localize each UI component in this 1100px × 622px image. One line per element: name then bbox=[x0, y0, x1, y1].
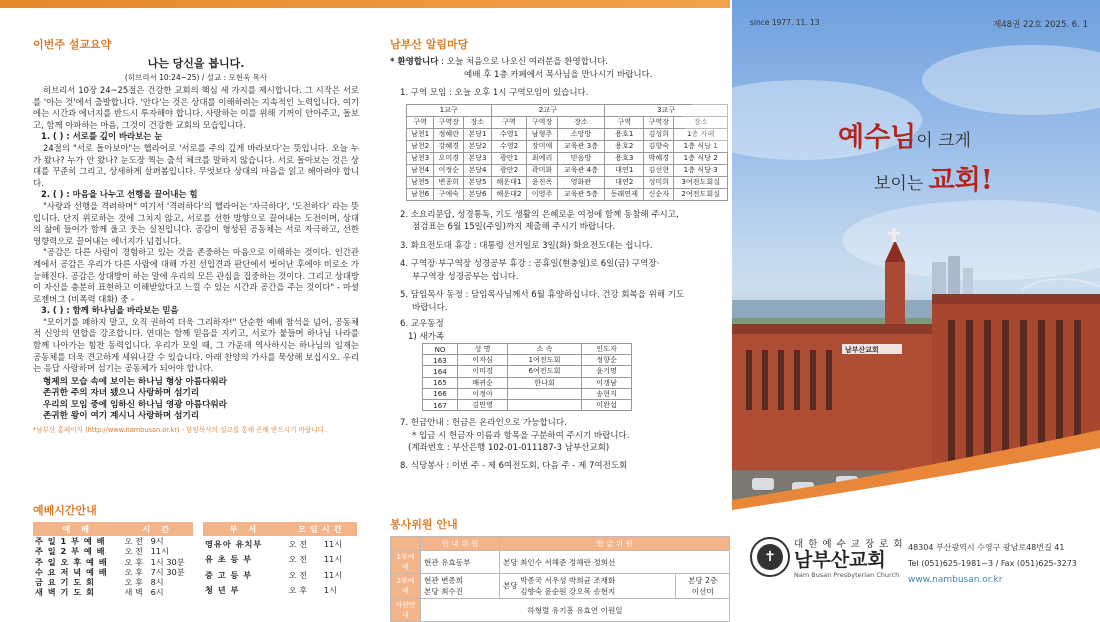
district-cell: 곽미화 bbox=[527, 164, 557, 176]
district-meeting-item: 1. 구역 모임 : 오늘 오후 1시 구역모임이 있습니다. bbox=[400, 88, 589, 98]
since-date: since 1977. 11. 13 bbox=[750, 18, 820, 27]
newcomer-cell: 정향순 bbox=[582, 355, 632, 366]
newcomer-cell: 이미경 bbox=[458, 366, 508, 377]
worship-header: 예 배 bbox=[33, 522, 122, 536]
point3-body: "모이기를 폐하지 말고, 오직 권하여 더욱 그리하자!" 단순한 예배 참석을 넘어, 공동체적 신앙의 연합을 강조합니다. 연대는 함께 믿음을 지키고, 서로가 붙들며 하나님 나라를 함께 나아가는 힘찬 동력입니다. 우리가 모일 때, 그 가운데 역사하시는 하나님의 임재는 공동체를 더욱 견고하게 세워나갈 수 있습니다. 아래 찬양의 가사를 묵상해 보십시오. 우리는 응답 사랑하며 섬기는 공동체가 되어야 합니다. bbox=[33, 316, 359, 374]
sermon-title: 나는 당신을 봅니다. bbox=[147, 57, 245, 70]
catechism-item-cont: 점검표는 6월 15일(주일)까지 제출해 주시기 바랍니다. bbox=[412, 222, 616, 232]
newcomer-cell: 배귀순 bbox=[458, 377, 508, 388]
newcomer-cell: 김민영 bbox=[458, 399, 508, 410]
welcome-text: : 오늘 처음으로 나오신 여러분을 환영합니다. bbox=[438, 57, 609, 67]
district-cell: 오미경 bbox=[434, 152, 464, 164]
newcomer-column-header: 인도자 bbox=[582, 344, 632, 355]
volunteer-section-title: 봉사위원 안내 bbox=[390, 518, 458, 531]
contact-block bbox=[908, 540, 1077, 588]
worship-row bbox=[33, 557, 193, 567]
point3-heading: 3. ( ) : 함께 하나님을 바라보는 믿음 bbox=[41, 305, 179, 316]
hymn-line: 존귀한 왕이 여기 계시니 사랑하며 섬기리 bbox=[43, 411, 200, 422]
slogan-emphasis: 예수님 bbox=[838, 122, 917, 153]
sermon-section-title: 이번주 설교요약 bbox=[33, 38, 112, 51]
worship-cell: 오 전 bbox=[124, 536, 143, 546]
group-column-header: 장소 bbox=[674, 116, 728, 128]
cover-column bbox=[732, 0, 1100, 614]
worship-cell: 11시 bbox=[150, 546, 169, 557]
district-cell: 영화관 bbox=[557, 176, 605, 188]
welcome-line: * 환영합니다 : 오늘 처음으로 나오신 여러분을 환영합니다. bbox=[390, 57, 609, 67]
point1-heading: 1. ( ) : 서로를 깊이 바라보는 눈 bbox=[41, 131, 163, 142]
pastor-news-item-cont: 바랍니다. bbox=[412, 302, 448, 313]
news-section-title: 남부산 알림마당 bbox=[390, 38, 469, 51]
cover-photo bbox=[732, 0, 1100, 520]
volunteer-cell: 현관 변종희 bbox=[424, 576, 464, 585]
slogan-text: 이 크게 bbox=[916, 131, 971, 151]
district-cell: 남천1 bbox=[407, 128, 434, 140]
department-cell: 11시 bbox=[323, 538, 343, 549]
catechism-item: 2. 소요리문답, 성경통독, 기도 생활의 은혜로운 여정에 함께 동참해 주시고, bbox=[400, 209, 679, 220]
worship-cell: 수 요 저 녁 예 배 bbox=[35, 566, 108, 577]
time-header: 시 간 bbox=[122, 522, 193, 536]
newcomer-column-header: NO bbox=[423, 344, 458, 355]
welcome-text-2: 예배 후 1층 카페에서 목사님을 만나시기 바랍니다. bbox=[464, 69, 653, 80]
volunteer-cell: 하형렬 유기흥 유효연 이원일 bbox=[421, 599, 730, 622]
hymn-line: 우리의 모임 중에 임하신 하나님 영광 아름다워라 bbox=[43, 399, 227, 410]
district-cell: 수영2 bbox=[491, 140, 527, 152]
district-cell: 믿음방 bbox=[557, 152, 605, 164]
group-column-header: 구역장 bbox=[644, 116, 674, 128]
offering-item: 7. 헌금안내 : 헌금은 온라인으로 가능합니다. bbox=[400, 418, 567, 429]
department-table bbox=[203, 522, 357, 598]
kitchen-service-item: 8. 식당봉사 : 이번 주 - 제 6여전도회, 다음 주 - 제 7여전도회 bbox=[400, 460, 628, 471]
newcomer-cell: 1여전도회 bbox=[508, 355, 582, 366]
district-cell: 교육관 5층 bbox=[557, 188, 605, 200]
worship-cell: 새 벽 bbox=[124, 587, 143, 598]
district-cell: 신순자 bbox=[644, 188, 674, 200]
bank-account: (계좌번호 : 부산은행 102-01-011187-3 남부산교회) bbox=[408, 443, 610, 454]
district-cell: 강혜경 bbox=[434, 140, 464, 152]
newcomer-cell bbox=[508, 399, 582, 410]
member-news-item: 6. 교우동정 bbox=[400, 319, 444, 329]
worship-cell: 오 후 bbox=[124, 556, 143, 567]
top-orange-bar bbox=[0, 0, 730, 8]
district-cell: 해운대1 bbox=[491, 176, 527, 188]
volunteer-section bbox=[390, 516, 725, 622]
district-cell: 남천5 bbox=[407, 176, 434, 188]
district-cell: 남천3 bbox=[407, 152, 434, 164]
district-cell: 1층 식당 1 bbox=[674, 140, 728, 152]
district-table bbox=[406, 104, 728, 201]
bible-study-item-cont: 부구역장 성경공부는 쉽니다. bbox=[412, 271, 519, 282]
worship-cell: 8시 bbox=[150, 577, 164, 588]
newcomer-cell: 한나회 bbox=[508, 377, 582, 388]
group-column-header: 장소 bbox=[464, 116, 491, 128]
volunteer-cell: 현관 유효동부 bbox=[421, 551, 500, 574]
slogan-line-2 bbox=[874, 158, 993, 197]
usher-header: 안 내 위 원 bbox=[421, 537, 500, 551]
welcome-label: 환영합니다 bbox=[397, 57, 439, 67]
department-cell: 11시 bbox=[323, 569, 343, 580]
district-cell: 남형주 bbox=[527, 128, 557, 140]
group-column-header: 구역 bbox=[491, 116, 527, 128]
district-cell: 해운대2 bbox=[491, 188, 527, 200]
district-cell: 최예리 bbox=[527, 152, 557, 164]
newcomer-row bbox=[423, 388, 632, 399]
building-sign: 남부산교회 bbox=[845, 346, 879, 354]
website-link[interactable]: www.nambusan.or.kr bbox=[908, 575, 1003, 585]
hymn-lyrics bbox=[33, 377, 359, 423]
department-header: 부 서 bbox=[203, 522, 287, 536]
newcomer-cell: 6여전도회 bbox=[508, 366, 582, 377]
homepage-note[interactable]: *남부산 홈페이지 (http://www.nambusan.or.kr) - 담임목사의 설교를 통해 은혜 받으시기 바랍니다. bbox=[33, 426, 327, 435]
newcomer-cell: 이정아 bbox=[458, 388, 508, 399]
newcomer-row bbox=[423, 355, 632, 366]
worship-section-title: 예배시간안내 bbox=[33, 504, 97, 517]
district-cell: 1층 식당 3 bbox=[674, 164, 728, 176]
district-cell: 대연1 bbox=[605, 164, 644, 176]
worship-cell: 9시 bbox=[150, 536, 164, 546]
church-logo bbox=[750, 537, 790, 577]
church-identity bbox=[794, 536, 904, 579]
district-cell: 본당4 bbox=[464, 164, 491, 176]
newcomer-cell: 165 bbox=[423, 377, 458, 388]
sermon-reference: (히브리서 10:24~25) / 설교 : 모현욱 목사 bbox=[124, 73, 268, 82]
row-label: 1부예배 bbox=[391, 551, 421, 574]
newcomer-cell bbox=[508, 388, 582, 399]
worship-row bbox=[33, 567, 193, 577]
department-row bbox=[203, 552, 357, 567]
bible-study-item: 4. 구역장·부구역장 성경공부 휴강 : 공휴일(현충일)로 6일(금) 구역장· bbox=[400, 259, 660, 269]
phone-fax: Tel (051)625-1981~3 / Fax (051)625-3273 bbox=[908, 559, 1077, 568]
slogan-text: 보이는 bbox=[874, 174, 929, 194]
district-row bbox=[407, 140, 728, 152]
district-cell: 변종희 bbox=[434, 176, 464, 188]
volunteer-cell: 김향숙 윤순원 강오목 송현지 bbox=[520, 587, 616, 596]
offering-note: * 입금 시 헌금자 이름과 항목을 구분하여 주시기 바랍니다. bbox=[412, 430, 630, 441]
department-cell: 11시 bbox=[323, 554, 343, 565]
hymn-line: 존귀한 주의 자녀 됐으니 사랑하며 섬기리 bbox=[43, 388, 200, 399]
newcomer-cell: 167 bbox=[423, 399, 458, 410]
district-cell: 이영주 bbox=[527, 188, 557, 200]
newcomer-cell: 송현지 bbox=[582, 388, 632, 399]
offering-committee-header: 헌 금 위 원 bbox=[499, 537, 729, 551]
volunteer-table: 안 내 위 원 헌 금 위 원 1부예배 현관 유효동부 본당 최인수 서해준 정해란 정희선 2부예배 현관 변종희 본당 최수진 본당 박종국 서우성 박희균 조재화 김향숙 윤순원 강오목 송현지 본당 2층 이선미 차량안내 하형렬 유기흥 유효연 이원일 bbox=[390, 536, 730, 622]
issue-info: 제48권 22호 2025. 6. 1 bbox=[993, 20, 1088, 30]
worship-table bbox=[33, 522, 193, 598]
district-cell: 남천4 bbox=[407, 164, 434, 176]
district-cell: 정혜란 bbox=[434, 128, 464, 140]
department-cell: 청 년 부 bbox=[205, 584, 240, 595]
group-header: 1교구 bbox=[407, 104, 492, 116]
district-cell: 이정순 bbox=[434, 164, 464, 176]
new-family-heading: 1) 새가족 bbox=[408, 331, 445, 342]
address: 48304 부산광역시 수영구 광남로48번길 41 bbox=[908, 543, 1065, 552]
district-cell: 윤진옥 bbox=[527, 176, 557, 188]
church-english-name: Nam Busan Presbyterian Church bbox=[794, 571, 900, 579]
group-column-header: 구역 bbox=[407, 116, 434, 128]
department-cell: 영유아 유치부 bbox=[205, 538, 263, 549]
district-cell: 남천2 bbox=[407, 140, 434, 152]
district-cell: 김성희 bbox=[644, 128, 674, 140]
newcomer-row bbox=[423, 377, 632, 388]
district-cell: 박혜경 bbox=[644, 152, 674, 164]
row-label: 2부예배 bbox=[391, 574, 421, 599]
district-cell: 용호1 bbox=[605, 128, 644, 140]
district-cell: 교육관 3층 bbox=[557, 140, 605, 152]
worship-cell: 오 전 bbox=[124, 546, 143, 557]
worship-cell: 7시 30분 bbox=[150, 566, 185, 577]
department-cell: 1시 bbox=[323, 584, 337, 595]
slogan-line-1 bbox=[838, 115, 971, 154]
district-cell: 남천6 bbox=[407, 188, 434, 200]
worship-times-section bbox=[33, 502, 359, 598]
department-cell: 중 고 등 부 bbox=[205, 569, 253, 580]
pastor-news-item: 5. 담임목사 동정 : 담임목사님께서 6월 휴양하십니다. 건강 회복을 위해 기도 bbox=[400, 290, 685, 300]
district-cell: 본당3 bbox=[464, 152, 491, 164]
point2-quote: "공감은 다른 사람이 경험하고 있는 것을 존중하는 마음으로 이해하는 것이다. 인간관계에서 공감은 우리가 다른 사람에 대해 가진 선입견과 판단에서 벗어난 후에야 비로소 가능해진다. 공감은 상대방이 하는 말에 우리의 모든 관심을 집중하는 것이다. 그리고 상대방이 자신을 충분히 표현하고 이해받았다고 느낄 수 있는 시간과 공간을 주는 것이다" - 마셜 로젠버그 (비폭력 대화) 중 - bbox=[33, 247, 359, 304]
department-cell: 오 전 bbox=[288, 554, 307, 565]
district-cell: 2여전도회실 bbox=[674, 188, 728, 200]
district-cell: 구애숙 bbox=[434, 188, 464, 200]
group-column-header: 구역 bbox=[605, 116, 644, 128]
group-column-header: 구역장 bbox=[434, 116, 464, 128]
district-cell: 광안1 bbox=[491, 152, 527, 164]
denomination: 대 한 예 수 교 장 로 회 bbox=[794, 539, 904, 550]
department-cell: 오 전 bbox=[288, 569, 307, 580]
group-header: 3교구 bbox=[605, 104, 728, 116]
church-building-illustration bbox=[732, 0, 1100, 520]
district-cell: 용호3 bbox=[605, 152, 644, 164]
newcomer-column-header: 성 명 bbox=[458, 344, 508, 355]
district-row bbox=[407, 164, 728, 176]
cross-icon: ✝ bbox=[757, 544, 783, 570]
volunteer-cell: 이선미 bbox=[691, 587, 714, 596]
volunteer-cell: 본당 최인수 서해준 정해란 정희선 bbox=[499, 551, 729, 574]
newcomer-cell: 163 bbox=[423, 355, 458, 366]
worship-cell: 새 벽 기 도 회 bbox=[35, 587, 95, 598]
district-cell: 본당2 bbox=[464, 140, 491, 152]
newcomer-cell: 이갱남 bbox=[582, 377, 632, 388]
worship-cell: 주 일 오 후 예 배 bbox=[35, 556, 108, 567]
newcomer-row bbox=[423, 366, 632, 377]
newcomer-cell: 이완섭 bbox=[582, 399, 632, 410]
hymn-line: 형제의 모습 속에 보이는 하나님 형상 아름다워라 bbox=[43, 376, 227, 387]
worship-cell: 주 일 2 부 예 배 bbox=[35, 546, 106, 557]
meeting-time-header: 모임시간 bbox=[287, 522, 357, 536]
volunteer-cell: 본당 2층 bbox=[688, 576, 718, 585]
newcomer-cell: 164 bbox=[423, 366, 458, 377]
department-row bbox=[203, 536, 357, 551]
district-row bbox=[407, 128, 728, 140]
district-cell: 소망방 bbox=[557, 128, 605, 140]
department-cell: 유 초 등 부 bbox=[205, 554, 253, 565]
worship-cell: 6시 bbox=[150, 587, 164, 598]
district-cell: 동래연제 bbox=[605, 188, 644, 200]
district-cell: 김향숙 bbox=[644, 140, 674, 152]
worship-row bbox=[33, 577, 193, 587]
district-cell: 본당5 bbox=[464, 176, 491, 188]
worship-cell: 금 요 기 도 회 bbox=[35, 577, 95, 588]
department-row bbox=[203, 567, 357, 582]
tuesday-evangelism-item: 3. 화요전도대 휴강 : 대통령 선거일로 3일(화) 화요전도대는 쉽니다. bbox=[400, 240, 653, 251]
district-cell: 1층 식당 2 bbox=[674, 152, 728, 164]
newcomer-column-header: 소 속 bbox=[508, 344, 582, 355]
worship-row bbox=[33, 546, 193, 556]
worship-cell: 주 일 1 부 예 배 bbox=[35, 536, 106, 546]
slogan-emphasis: 교회! bbox=[928, 165, 993, 196]
district-cell: 장미애 bbox=[527, 140, 557, 152]
district-cell: 광안2 bbox=[491, 164, 527, 176]
worship-row bbox=[33, 536, 193, 546]
district-cell: 성미희 bbox=[644, 176, 674, 188]
department-cell: 오 전 bbox=[288, 538, 307, 549]
district-row bbox=[407, 176, 728, 188]
district-row bbox=[407, 188, 728, 200]
sermon-section bbox=[33, 36, 359, 434]
volunteer-cell: 박종국 서우성 박희균 조재화 bbox=[520, 576, 616, 585]
district-cell: 용호2 bbox=[605, 140, 644, 152]
group-column-header: 장소 bbox=[557, 116, 605, 128]
department-row bbox=[203, 582, 357, 597]
point1-body: 24절의 "서로 돌아보아"는 헬라어로 '서로를 주의 깊게 바라보다'는 뜻입니다. 오늘 누가 왔나? 누가 안 왔나? 눈도장 찍는 출석 체크를 말하지 않습니다. 서로 돌아보는 것은 상대를 꾸준히 그리고, 상세하게 살펴봄입니다. 무엇보다 상대의 마음을 읽고 헤아려야 합니다. bbox=[33, 142, 359, 188]
district-cell: 1층 카페 bbox=[674, 128, 728, 140]
worship-cell: 오 후 bbox=[124, 577, 143, 588]
newcomer-table bbox=[422, 343, 632, 411]
row-label: 차량안내 bbox=[391, 599, 421, 622]
district-cell: 3여전도회실 bbox=[674, 176, 728, 188]
newcomer-cell: 166 bbox=[423, 388, 458, 399]
group-header: 2교구 bbox=[491, 104, 605, 116]
district-cell: 수영1 bbox=[491, 128, 527, 140]
worship-cell: 오 후 bbox=[124, 566, 143, 577]
point2-body: "사랑과 선행을 격려하며" 여기서 '격려하다'의 헬라어는 '자극하다', '도전하다' 라는 뜻입니다. 단지 위로하는 것에 그치지 않고, 서로를 선한 방향으로 끌어내는 도전이며, 상대의 삶에 들어가 함께 울고 웃는 실천입니다. 공감이 형성된 공동체는 서로 자극하고, 선한 영향력으로 끌어내는 에너지가 넘칩니다. bbox=[33, 200, 359, 246]
department-cell: 오 후 bbox=[288, 584, 307, 595]
newcomer-row bbox=[423, 399, 632, 410]
district-row bbox=[407, 152, 728, 164]
worship-cell: 1시 30분 bbox=[150, 556, 185, 567]
newcomer-cell: 윤기명 bbox=[582, 366, 632, 377]
district-cell: 김선현 bbox=[644, 164, 674, 176]
volunteer-cell: 본당 최수진 bbox=[424, 587, 464, 596]
church-name: 남부산교회 bbox=[794, 549, 886, 571]
news-column bbox=[382, 8, 728, 619]
newcomer-cell: 이자심 bbox=[458, 355, 508, 366]
sermon-column bbox=[0, 8, 365, 614]
district-cell: 대연2 bbox=[605, 176, 644, 188]
sermon-intro: 히브리서 10장 24~25절은 건강한 교회의 핵심 세 가지를 제시합니다. 그 시작은 서로를 '아는 것'에서 출발합니다. '안다'는 것은 상대를 이해하려는 지속적인 노력입니다. 여기에는 시간과 에너지를 반드시 투자해야 합니다. 사랑하는 이를 위해 기꺼이 안아주고, 돌보고, 함께 아파하는 마음, 그것이 건강한 교회의 모습입니다. bbox=[33, 85, 359, 130]
group-column-header: 구역장 bbox=[527, 116, 557, 128]
district-cell: 본당6 bbox=[464, 188, 491, 200]
district-cell: 본당1 bbox=[464, 128, 491, 140]
district-cell: 교육관 4층 bbox=[557, 164, 605, 176]
worship-row bbox=[33, 587, 193, 597]
point2-heading: 2. ( ) : 마음을 나누고 선행을 끌어내는 힘 bbox=[41, 189, 198, 200]
